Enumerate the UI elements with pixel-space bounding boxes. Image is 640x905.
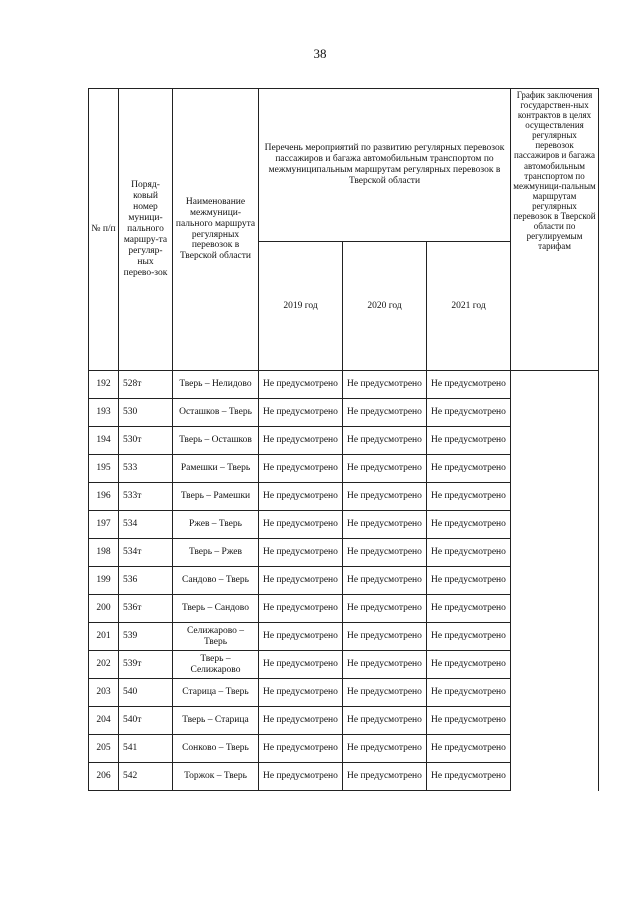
row-2021: Не предусмотрено xyxy=(427,623,511,651)
row-2021: Не предусмотрено xyxy=(427,595,511,623)
row-schedule xyxy=(511,679,599,707)
header-year-2019: 2019 год xyxy=(259,242,343,371)
row-schedule xyxy=(511,539,599,567)
row-2020: Не предусмотрено xyxy=(343,735,427,763)
row-name: Тверь – Нелидово xyxy=(173,371,259,399)
row-2020: Не предусмотрено xyxy=(343,679,427,707)
row-schedule xyxy=(511,371,599,399)
row-2021: Не предусмотрено xyxy=(427,371,511,399)
row-2021: Не предусмотрено xyxy=(427,567,511,595)
row-schedule xyxy=(511,567,599,595)
row-2021: Не предусмотрено xyxy=(427,483,511,511)
row-route: 536т xyxy=(119,595,173,623)
row-2019: Не предусмотрено xyxy=(259,371,343,399)
header-year-2021: 2021 год xyxy=(427,242,511,371)
row-num: 194 xyxy=(89,427,119,455)
row-route: 533 xyxy=(119,455,173,483)
table-row xyxy=(89,483,599,511)
row-2021: Не предусмотрено xyxy=(427,707,511,735)
row-2021: Не предусмотрено xyxy=(427,679,511,707)
table-row xyxy=(89,763,599,791)
row-2019: Не предусмотрено xyxy=(259,427,343,455)
row-route: 540 xyxy=(119,679,173,707)
table-row xyxy=(89,623,599,651)
row-2020: Не предусмотрено xyxy=(343,539,427,567)
table-row xyxy=(89,539,599,567)
row-name: Старица – Тверь xyxy=(173,679,259,707)
row-name: Рамешки – Тверь xyxy=(173,455,259,483)
row-name: Ржев – Тверь xyxy=(173,511,259,539)
row-num: 196 xyxy=(89,483,119,511)
row-2021: Не предусмотрено xyxy=(427,399,511,427)
row-name: Осташков – Тверь xyxy=(173,399,259,427)
row-schedule xyxy=(511,707,599,735)
row-2019: Не предусмотрено xyxy=(259,679,343,707)
row-num: 199 xyxy=(89,567,119,595)
row-2019: Не предусмотрено xyxy=(259,623,343,651)
row-num: 192 xyxy=(89,371,119,399)
row-name: Селижарово – Тверь xyxy=(173,623,259,651)
row-route: 539т xyxy=(119,651,173,679)
row-2019: Не предусмотрено xyxy=(259,707,343,735)
row-2020: Не предусмотрено xyxy=(343,511,427,539)
table-row xyxy=(89,595,599,623)
table-row xyxy=(89,707,599,735)
row-num: 197 xyxy=(89,511,119,539)
row-schedule xyxy=(511,595,599,623)
row-2019: Не предусмотрено xyxy=(259,539,343,567)
row-num: 205 xyxy=(89,735,119,763)
row-num: 203 xyxy=(89,679,119,707)
row-route: 530т xyxy=(119,427,173,455)
row-route: 541 xyxy=(119,735,173,763)
row-2019: Не предусмотрено xyxy=(259,455,343,483)
row-name: Торжок – Тверь xyxy=(173,763,259,791)
header-num: № п/п xyxy=(89,89,119,371)
row-2020: Не предусмотрено xyxy=(343,455,427,483)
row-schedule xyxy=(511,483,599,511)
row-2019: Не предусмотрено xyxy=(259,595,343,623)
header-route-num: Поряд-ковый номер муници-пального маршру-та регуляр-ных перево-зок xyxy=(119,89,173,371)
header-route-name: Наименование межмуници-пального маршрута регулярных перевозок в Тверской области xyxy=(173,89,259,371)
row-name: Тверь – Осташков xyxy=(173,427,259,455)
row-num: 195 xyxy=(89,455,119,483)
row-2019: Не предусмотрено xyxy=(259,567,343,595)
row-2020: Не предусмотрено xyxy=(343,427,427,455)
row-name: Тверь – Старица xyxy=(173,707,259,735)
row-2020: Не предусмотрено xyxy=(343,595,427,623)
row-2020: Не предусмотрено xyxy=(343,483,427,511)
header-measures: Перечень мероприятий по развитию регулярных перевозок пассажиров и багажа автомобильным транспортом по межмуниципальным маршрутам регулярных перевозок в Тверской области xyxy=(259,89,511,242)
row-schedule xyxy=(511,511,599,539)
row-schedule xyxy=(511,735,599,763)
routes-table xyxy=(88,88,599,791)
row-route: 534т xyxy=(119,539,173,567)
row-route: 534 xyxy=(119,511,173,539)
row-2021: Не предусмотрено xyxy=(427,511,511,539)
row-name: Сандово – Тверь xyxy=(173,567,259,595)
row-2020: Не предусмотрено xyxy=(343,651,427,679)
row-route: 539 xyxy=(119,623,173,651)
header-schedule: График заключения государствен-ных контрактов в целях осуществления регулярных перевозок пассажиров и багажа автомобильным транспортом по межмуници-пальным маршрутам регулярных перевозок в Тверской области по регулируемым тарифам xyxy=(511,89,599,371)
row-2021: Не предусмотрено xyxy=(427,763,511,791)
row-name: Сонково – Тверь xyxy=(173,735,259,763)
row-name: Тверь – Рамешки xyxy=(173,483,259,511)
table-row xyxy=(89,399,599,427)
row-num: 202 xyxy=(89,651,119,679)
table-row xyxy=(89,735,599,763)
row-schedule xyxy=(511,455,599,483)
table-row xyxy=(89,567,599,595)
row-route: 542 xyxy=(119,763,173,791)
row-num: 204 xyxy=(89,707,119,735)
table-row xyxy=(89,371,599,399)
row-schedule xyxy=(511,427,599,455)
row-2019: Не предусмотрено xyxy=(259,735,343,763)
row-schedule xyxy=(511,651,599,679)
row-2021: Не предусмотрено xyxy=(427,651,511,679)
row-2020: Не предусмотрено xyxy=(343,371,427,399)
row-name: Тверь – Селижарово xyxy=(173,651,259,679)
page-number: 38 xyxy=(313,46,327,61)
row-num: 201 xyxy=(89,623,119,651)
row-num: 206 xyxy=(89,763,119,791)
header-year-2020: 2020 год xyxy=(343,242,427,371)
row-schedule xyxy=(511,763,599,791)
row-2019: Не предусмотрено xyxy=(259,483,343,511)
row-route: 540т xyxy=(119,707,173,735)
table-row xyxy=(89,511,599,539)
row-route: 536 xyxy=(119,567,173,595)
row-2020: Не предусмотрено xyxy=(343,623,427,651)
row-route: 530 xyxy=(119,399,173,427)
row-route: 533т xyxy=(119,483,173,511)
row-2020: Не предусмотрено xyxy=(343,567,427,595)
row-2021: Не предусмотрено xyxy=(427,427,511,455)
table-row xyxy=(89,651,599,679)
row-2020: Не предусмотрено xyxy=(343,763,427,791)
row-2021: Не предусмотрено xyxy=(427,735,511,763)
row-name: Тверь – Ржев xyxy=(173,539,259,567)
row-schedule xyxy=(511,623,599,651)
table-row xyxy=(89,427,599,455)
row-2021: Не предусмотрено xyxy=(427,539,511,567)
row-2020: Не предусмотрено xyxy=(343,399,427,427)
row-schedule xyxy=(511,399,599,427)
table-row xyxy=(89,679,599,707)
row-route: 528т xyxy=(119,371,173,399)
row-2019: Не предусмотрено xyxy=(259,399,343,427)
row-num: 193 xyxy=(89,399,119,427)
row-2019: Не предусмотрено xyxy=(259,763,343,791)
row-2019: Не предусмотрено xyxy=(259,651,343,679)
row-2019: Не предусмотрено xyxy=(259,511,343,539)
row-name: Тверь – Сандово xyxy=(173,595,259,623)
table-row xyxy=(89,455,599,483)
row-2020: Не предусмотрено xyxy=(343,707,427,735)
row-2021: Не предусмотрено xyxy=(427,455,511,483)
row-num: 198 xyxy=(89,539,119,567)
table-body xyxy=(89,371,599,791)
row-num: 200 xyxy=(89,595,119,623)
